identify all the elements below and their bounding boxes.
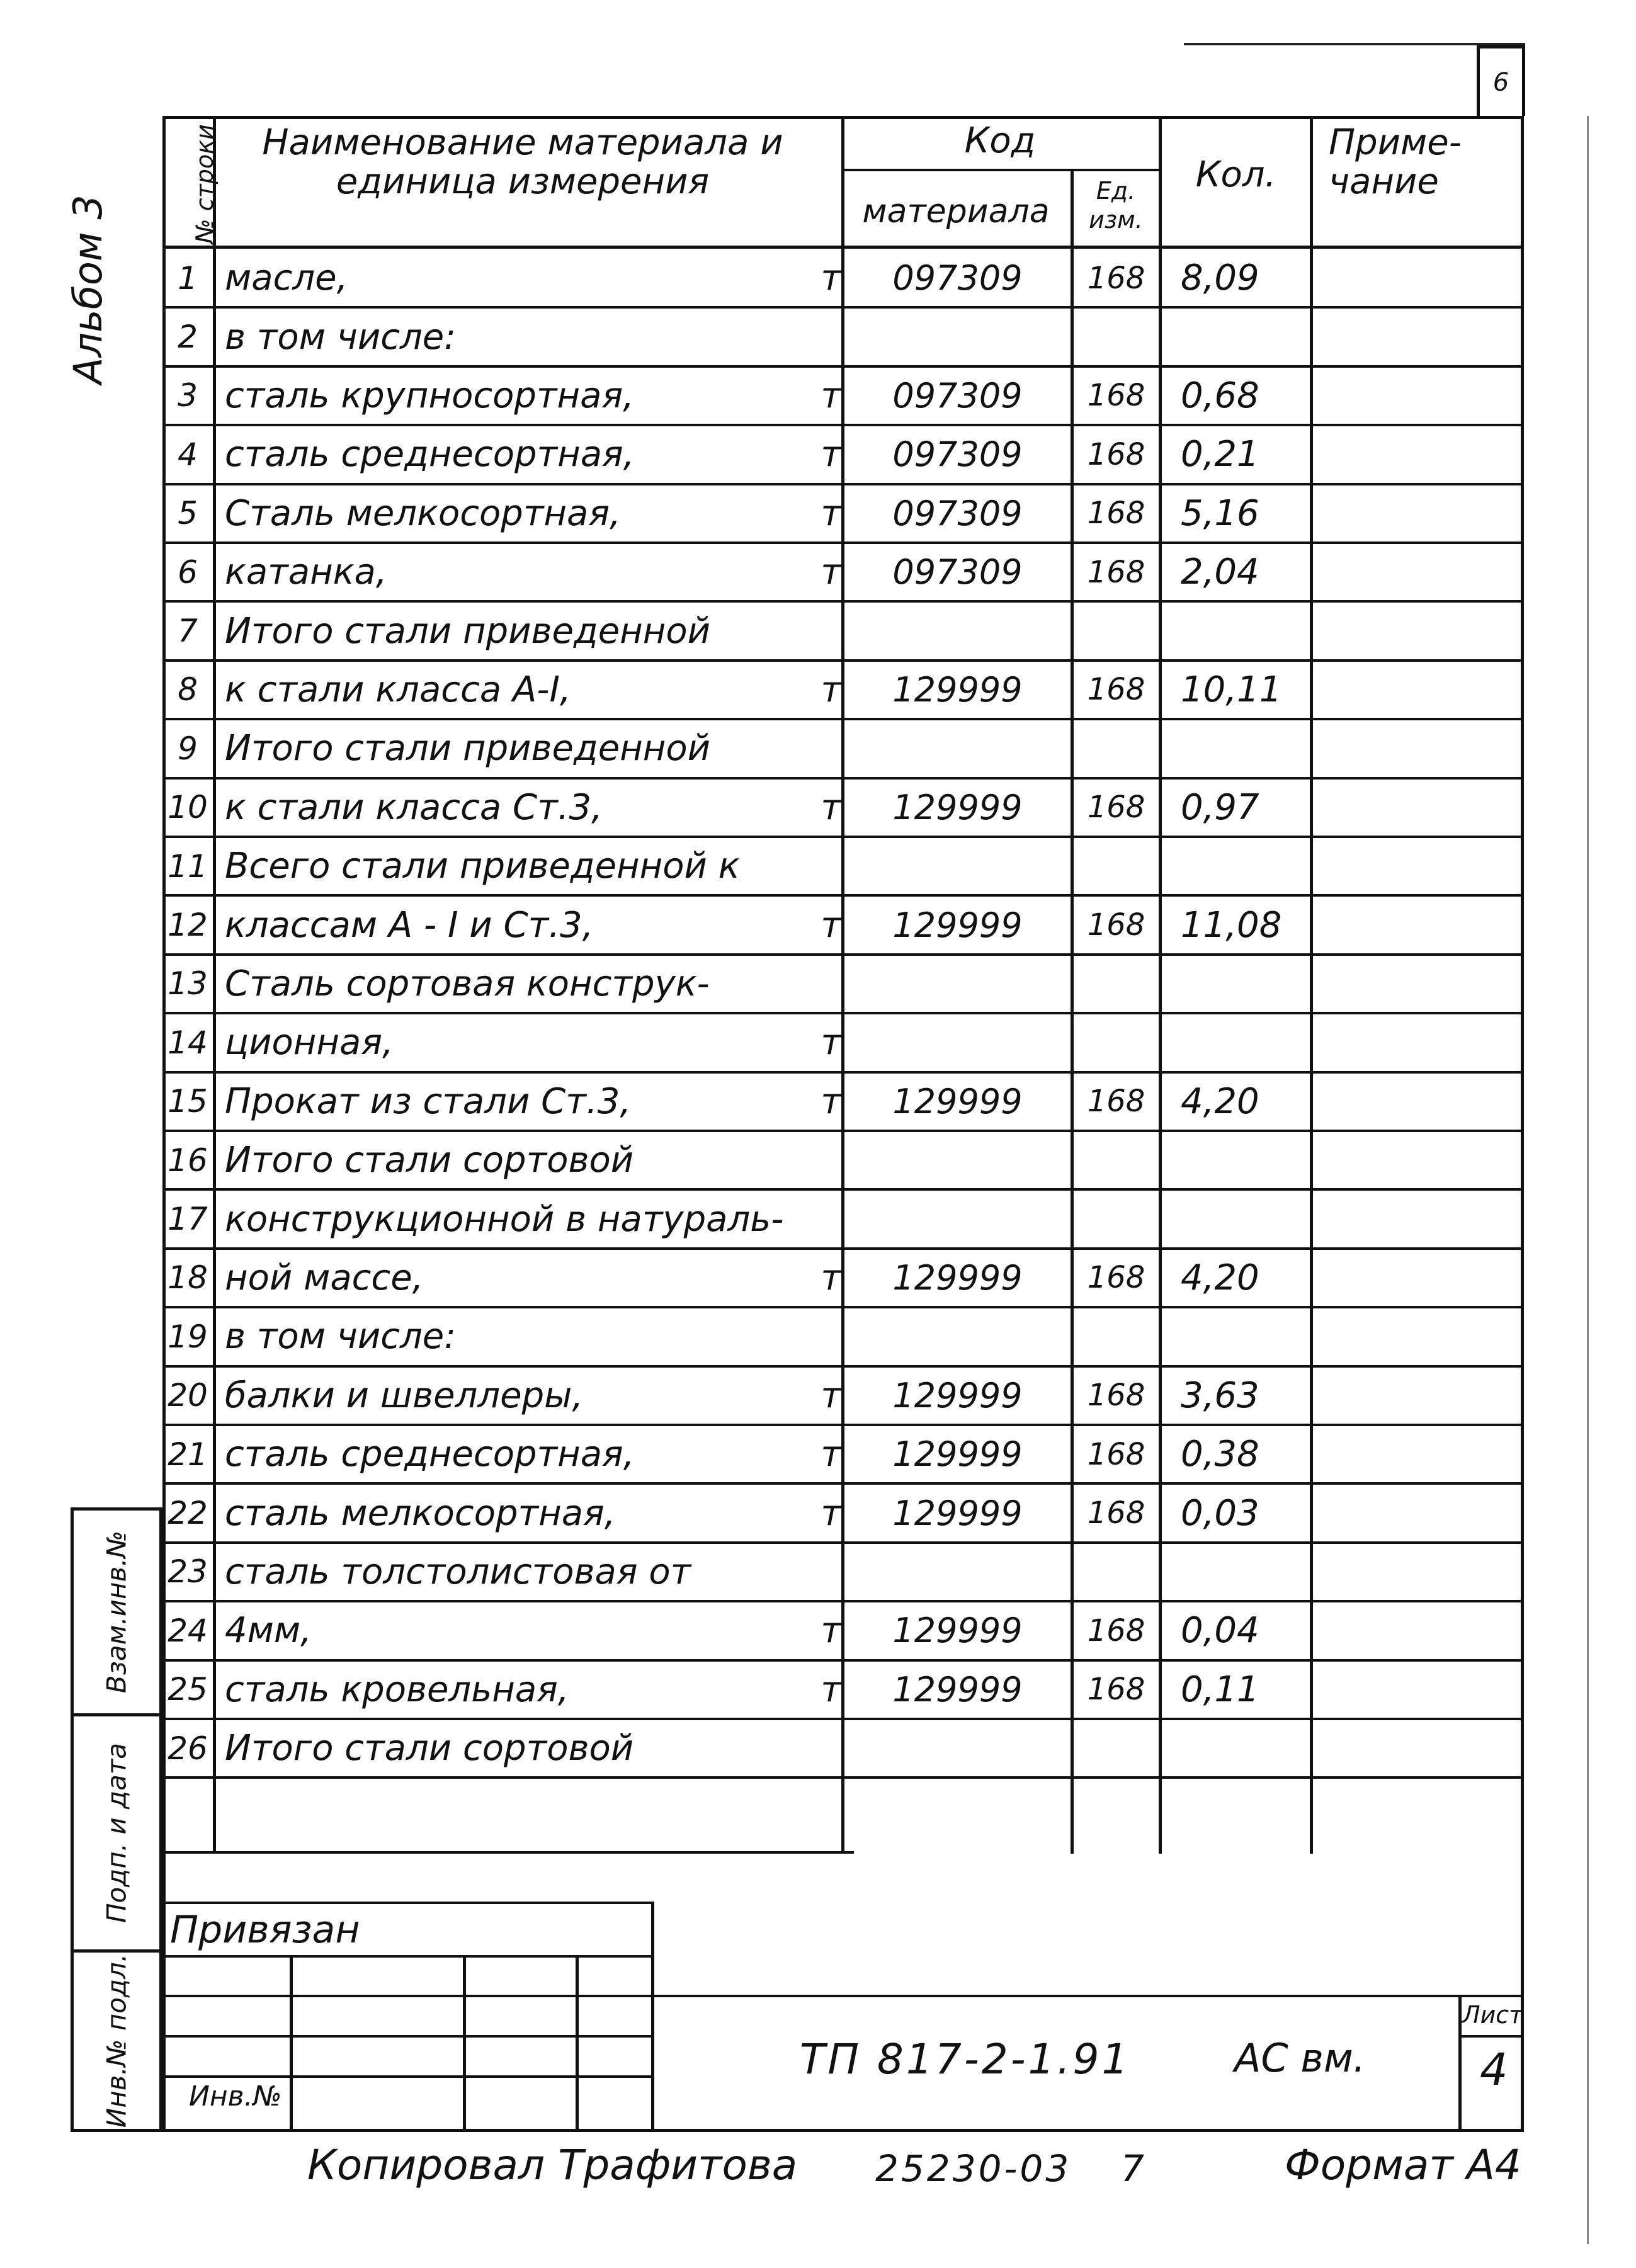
unit-code: 168 xyxy=(1087,907,1145,943)
unit-code: 168 xyxy=(1087,1084,1145,1120)
unit-label: т xyxy=(821,1610,841,1652)
material-code xyxy=(844,307,1071,366)
unit-label xyxy=(693,719,860,778)
material-name: Прокат из стали Ст.3, xyxy=(225,1080,632,1122)
material-code: 129999 xyxy=(892,1257,1023,1298)
row-number: 12 xyxy=(168,907,208,944)
stamp-line-4 xyxy=(162,2075,654,2078)
stamp-inv-no: Инв.№ xyxy=(189,2080,282,2112)
material-code: 097309 xyxy=(892,258,1023,298)
stamp-sheet-line xyxy=(1458,2035,1524,2038)
quantity: 0,68 xyxy=(1181,375,1259,416)
material-code xyxy=(844,1307,1071,1366)
quantity: 4,20 xyxy=(1181,1257,1259,1298)
row-number: 22 xyxy=(168,1495,208,1532)
row-number: 11 xyxy=(168,848,208,885)
stamp-doc-suffix: АС вм. xyxy=(1234,2035,1366,2081)
unit-code: 168 xyxy=(1087,1495,1145,1531)
material-code: 129999 xyxy=(892,787,1023,827)
quantity xyxy=(1162,1013,1329,1072)
unit-code: 168 xyxy=(1087,496,1145,531)
unit-label: т xyxy=(821,1022,841,1063)
material-code xyxy=(844,955,1071,1013)
unit-label xyxy=(693,307,860,366)
unit-label: т xyxy=(821,552,841,593)
header-code: Код xyxy=(964,120,1036,161)
stamp-doc-code: ТП 817-2-1.91 xyxy=(800,2035,1131,2084)
quantity xyxy=(1162,1131,1329,1189)
unit-label: т xyxy=(821,1080,841,1122)
unit-code: 168 xyxy=(1087,672,1145,708)
quantity xyxy=(1162,837,1329,895)
quantity xyxy=(1162,719,1329,778)
material-name: Всего стали приведенной к xyxy=(225,846,740,887)
quantity: 11,08 xyxy=(1181,904,1282,946)
quantity: 0,38 xyxy=(1181,1434,1259,1475)
quantity: 0,97 xyxy=(1181,786,1259,828)
quantity: 0,21 xyxy=(1181,434,1259,475)
unit-code: 168 xyxy=(1087,1672,1145,1708)
unit-code xyxy=(1074,1131,1159,1189)
material-code xyxy=(844,719,1071,778)
row-number: 2 xyxy=(178,319,198,356)
unit-code xyxy=(1074,1307,1159,1366)
unit-label xyxy=(693,601,860,660)
material-code: 129999 xyxy=(892,1493,1023,1533)
material-code xyxy=(844,1543,1071,1601)
row-number: 26 xyxy=(168,1730,208,1767)
unit-label xyxy=(693,1543,860,1601)
footer-copied: Копировал Трафитова xyxy=(307,2141,798,2189)
quantity xyxy=(1162,1543,1329,1601)
row-number: 1 xyxy=(178,259,198,297)
material-name: конструкционной в натураль- xyxy=(225,1198,784,1240)
unit-label: т xyxy=(821,669,841,710)
unit-code: 168 xyxy=(1087,378,1145,414)
row-number: 13 xyxy=(168,965,208,1002)
unit-code xyxy=(1074,601,1159,660)
row-number: 3 xyxy=(178,377,198,414)
quantity: 5,16 xyxy=(1181,492,1259,534)
material-code: 129999 xyxy=(892,1434,1023,1475)
material-name: в том числе: xyxy=(225,316,457,358)
unit-label: т xyxy=(821,258,841,299)
unit-code xyxy=(1074,837,1159,895)
material-code: 097309 xyxy=(892,434,1023,475)
unit-code xyxy=(1074,719,1159,778)
row-number: 25 xyxy=(168,1671,208,1708)
stamp-line-1 xyxy=(162,1955,654,1958)
unit-code xyxy=(1074,1013,1159,1072)
header-name: Наименование материала и единица измерения xyxy=(262,122,783,202)
row-number: 7 xyxy=(178,613,198,650)
row-number: 20 xyxy=(168,1377,208,1414)
footer-order-sheet: 7 xyxy=(1121,2147,1144,2190)
header-code-material: материала xyxy=(862,193,1050,230)
unit-label: т xyxy=(821,904,841,946)
quantity: 8,09 xyxy=(1181,258,1259,299)
material-code xyxy=(844,1131,1071,1189)
material-name: масле, xyxy=(225,258,348,299)
code-sub-line xyxy=(841,169,1159,171)
footer-format: Формат А4 xyxy=(1285,2141,1521,2189)
material-code: 129999 xyxy=(892,905,1023,945)
unit-label: т xyxy=(821,1257,841,1298)
row-number: 21 xyxy=(168,1436,208,1473)
unit-code xyxy=(1074,307,1159,366)
material-name: сталь кровельная, xyxy=(225,1669,569,1710)
material-name: сталь толстолистовая от xyxy=(225,1551,691,1592)
material-code: 097309 xyxy=(892,375,1023,416)
row-number: 17 xyxy=(168,1201,208,1238)
side-cell-sign-date xyxy=(71,1713,162,1953)
material-code xyxy=(844,601,1071,660)
unit-code: 168 xyxy=(1087,260,1145,296)
material-code: 129999 xyxy=(892,1669,1023,1710)
quantity: 0,03 xyxy=(1181,1492,1259,1534)
material-code xyxy=(844,1013,1071,1072)
material-code: 097309 xyxy=(892,552,1023,593)
material-name: балки и швеллеры, xyxy=(225,1375,584,1416)
material-code: 129999 xyxy=(892,1081,1023,1121)
unit-code: 168 xyxy=(1087,1613,1145,1648)
stamp-bound: Привязан xyxy=(170,1908,360,1952)
material-name: к стали класса Ст.3, xyxy=(225,786,603,828)
unit-code: 168 xyxy=(1087,436,1145,472)
side-inv-instead: Взам.инв.№ xyxy=(101,1530,132,1694)
material-name: сталь мелкосортная, xyxy=(225,1492,616,1534)
unit-label: т xyxy=(821,1492,841,1534)
material-name: 4мм, xyxy=(225,1610,312,1652)
unit-code: 168 xyxy=(1087,790,1145,825)
material-code: 129999 xyxy=(892,1375,1023,1415)
row-number: 24 xyxy=(168,1612,208,1649)
stamp-vline-sheet xyxy=(1458,1995,1462,2132)
unit-label xyxy=(693,1719,860,1778)
unit-label xyxy=(693,837,860,895)
top-border-line xyxy=(1184,43,1525,45)
unit-label: т xyxy=(821,1434,841,1475)
stamp-vline-a xyxy=(290,1955,293,2132)
header-code-unit: Ед. изм. xyxy=(1089,177,1143,234)
quantity: 4,20 xyxy=(1181,1080,1259,1122)
material-name: в том числе: xyxy=(225,1316,457,1358)
stamp-line-2 xyxy=(162,1995,1524,1997)
material-name: к стали класса А-I, xyxy=(225,669,571,710)
material-name: Итого стали сортовой xyxy=(225,1140,634,1181)
stamp-top-line xyxy=(162,1902,654,1904)
material-code xyxy=(844,1719,1071,1778)
unit-code xyxy=(1074,1543,1159,1601)
material-name: Сталь мелкосортная, xyxy=(225,492,621,534)
unit-code xyxy=(1074,955,1159,1013)
row-number: 6 xyxy=(178,553,198,591)
unit-label xyxy=(693,1307,860,1366)
unit-label: т xyxy=(821,786,841,828)
header-qty: Кол. xyxy=(1195,154,1276,195)
stamp-sheet-label: Лист xyxy=(1462,2001,1523,2029)
material-code: 097309 xyxy=(892,493,1023,533)
album-label: Альбом 3 xyxy=(65,195,111,384)
quantity xyxy=(1162,1189,1329,1248)
unit-code: 168 xyxy=(1087,1378,1145,1414)
unit-code: 168 xyxy=(1087,1260,1145,1296)
material-name: сталь среднесортная, xyxy=(225,1434,635,1475)
unit-label: т xyxy=(821,375,841,416)
row-number: 14 xyxy=(168,1024,208,1061)
row-number: 23 xyxy=(168,1553,208,1590)
side-inv-orig: Инв.№ подл. xyxy=(101,1953,132,2128)
material-name: Итого стали приведенной xyxy=(225,728,711,769)
material-code xyxy=(844,837,1071,895)
unit-code xyxy=(1074,1189,1159,1248)
side-cell-inv-instead xyxy=(71,1507,162,1716)
quantity xyxy=(1162,307,1329,366)
quantity: 0,11 xyxy=(1181,1669,1259,1710)
right-margin-line xyxy=(1587,116,1589,2244)
row-number: 9 xyxy=(178,730,198,767)
row-number: 15 xyxy=(168,1083,208,1120)
row-number: 5 xyxy=(178,495,198,532)
quantity xyxy=(1162,601,1329,660)
unit-label xyxy=(693,1189,860,1248)
stamp-sheet-number: 4 xyxy=(1480,2044,1508,2095)
unit-label: т xyxy=(821,1669,841,1710)
unit-label: т xyxy=(821,492,841,534)
material-name: сталь крупносортная, xyxy=(225,375,634,416)
stamp-line-3 xyxy=(162,2035,654,2038)
material-name: Итого стали сортовой xyxy=(225,1728,634,1769)
row-number: 4 xyxy=(178,436,198,473)
material-code: 129999 xyxy=(892,669,1023,710)
unit-label xyxy=(693,955,860,1013)
unit-code: 168 xyxy=(1087,554,1145,590)
body-bottom-line xyxy=(162,1851,854,1854)
quantity xyxy=(1162,1719,1329,1778)
row-number: 16 xyxy=(168,1142,208,1179)
side-cell-inv-orig xyxy=(71,1949,162,2132)
quantity: 3,63 xyxy=(1181,1375,1259,1416)
side-sign-date: Подп. и дата xyxy=(101,1742,132,1924)
material-name: катанка, xyxy=(225,552,387,593)
unit-label: т xyxy=(821,434,841,475)
material-code: 129999 xyxy=(892,1611,1023,1651)
page-number: 6 xyxy=(1477,45,1525,116)
material-name: сталь среднесортная, xyxy=(225,434,635,475)
unit-code: 168 xyxy=(1087,1436,1145,1472)
quantity: 2,04 xyxy=(1181,552,1259,593)
stamp-vline-c xyxy=(576,1955,579,2132)
material-name: ной массе, xyxy=(225,1257,424,1298)
material-name: ционная, xyxy=(225,1022,394,1063)
stamp-vline-bound xyxy=(651,1902,654,2132)
row-number: 8 xyxy=(178,671,198,708)
material-name: Итого стали приведенной xyxy=(225,610,711,652)
row-number: 19 xyxy=(168,1318,208,1355)
unit-label: т xyxy=(821,1375,841,1416)
quantity xyxy=(1162,1307,1329,1366)
material-name: Сталь сортовая конструк- xyxy=(225,963,710,1004)
footer-order: 25230-03 xyxy=(875,2147,1072,2190)
quantity xyxy=(1162,955,1329,1013)
stamp-vline-b xyxy=(463,1955,466,2132)
unit-code xyxy=(1074,1719,1159,1778)
material-code xyxy=(844,1189,1071,1248)
quantity: 0,04 xyxy=(1181,1610,1259,1652)
quantity: 10,11 xyxy=(1181,669,1282,710)
row-number: 18 xyxy=(168,1259,208,1296)
header-row-no: № строки xyxy=(191,124,219,244)
header-note: Приме- чание xyxy=(1329,122,1462,202)
unit-label xyxy=(693,1131,860,1189)
material-name: классам А - I и Ст.3, xyxy=(225,904,594,946)
row-number: 10 xyxy=(168,789,208,826)
